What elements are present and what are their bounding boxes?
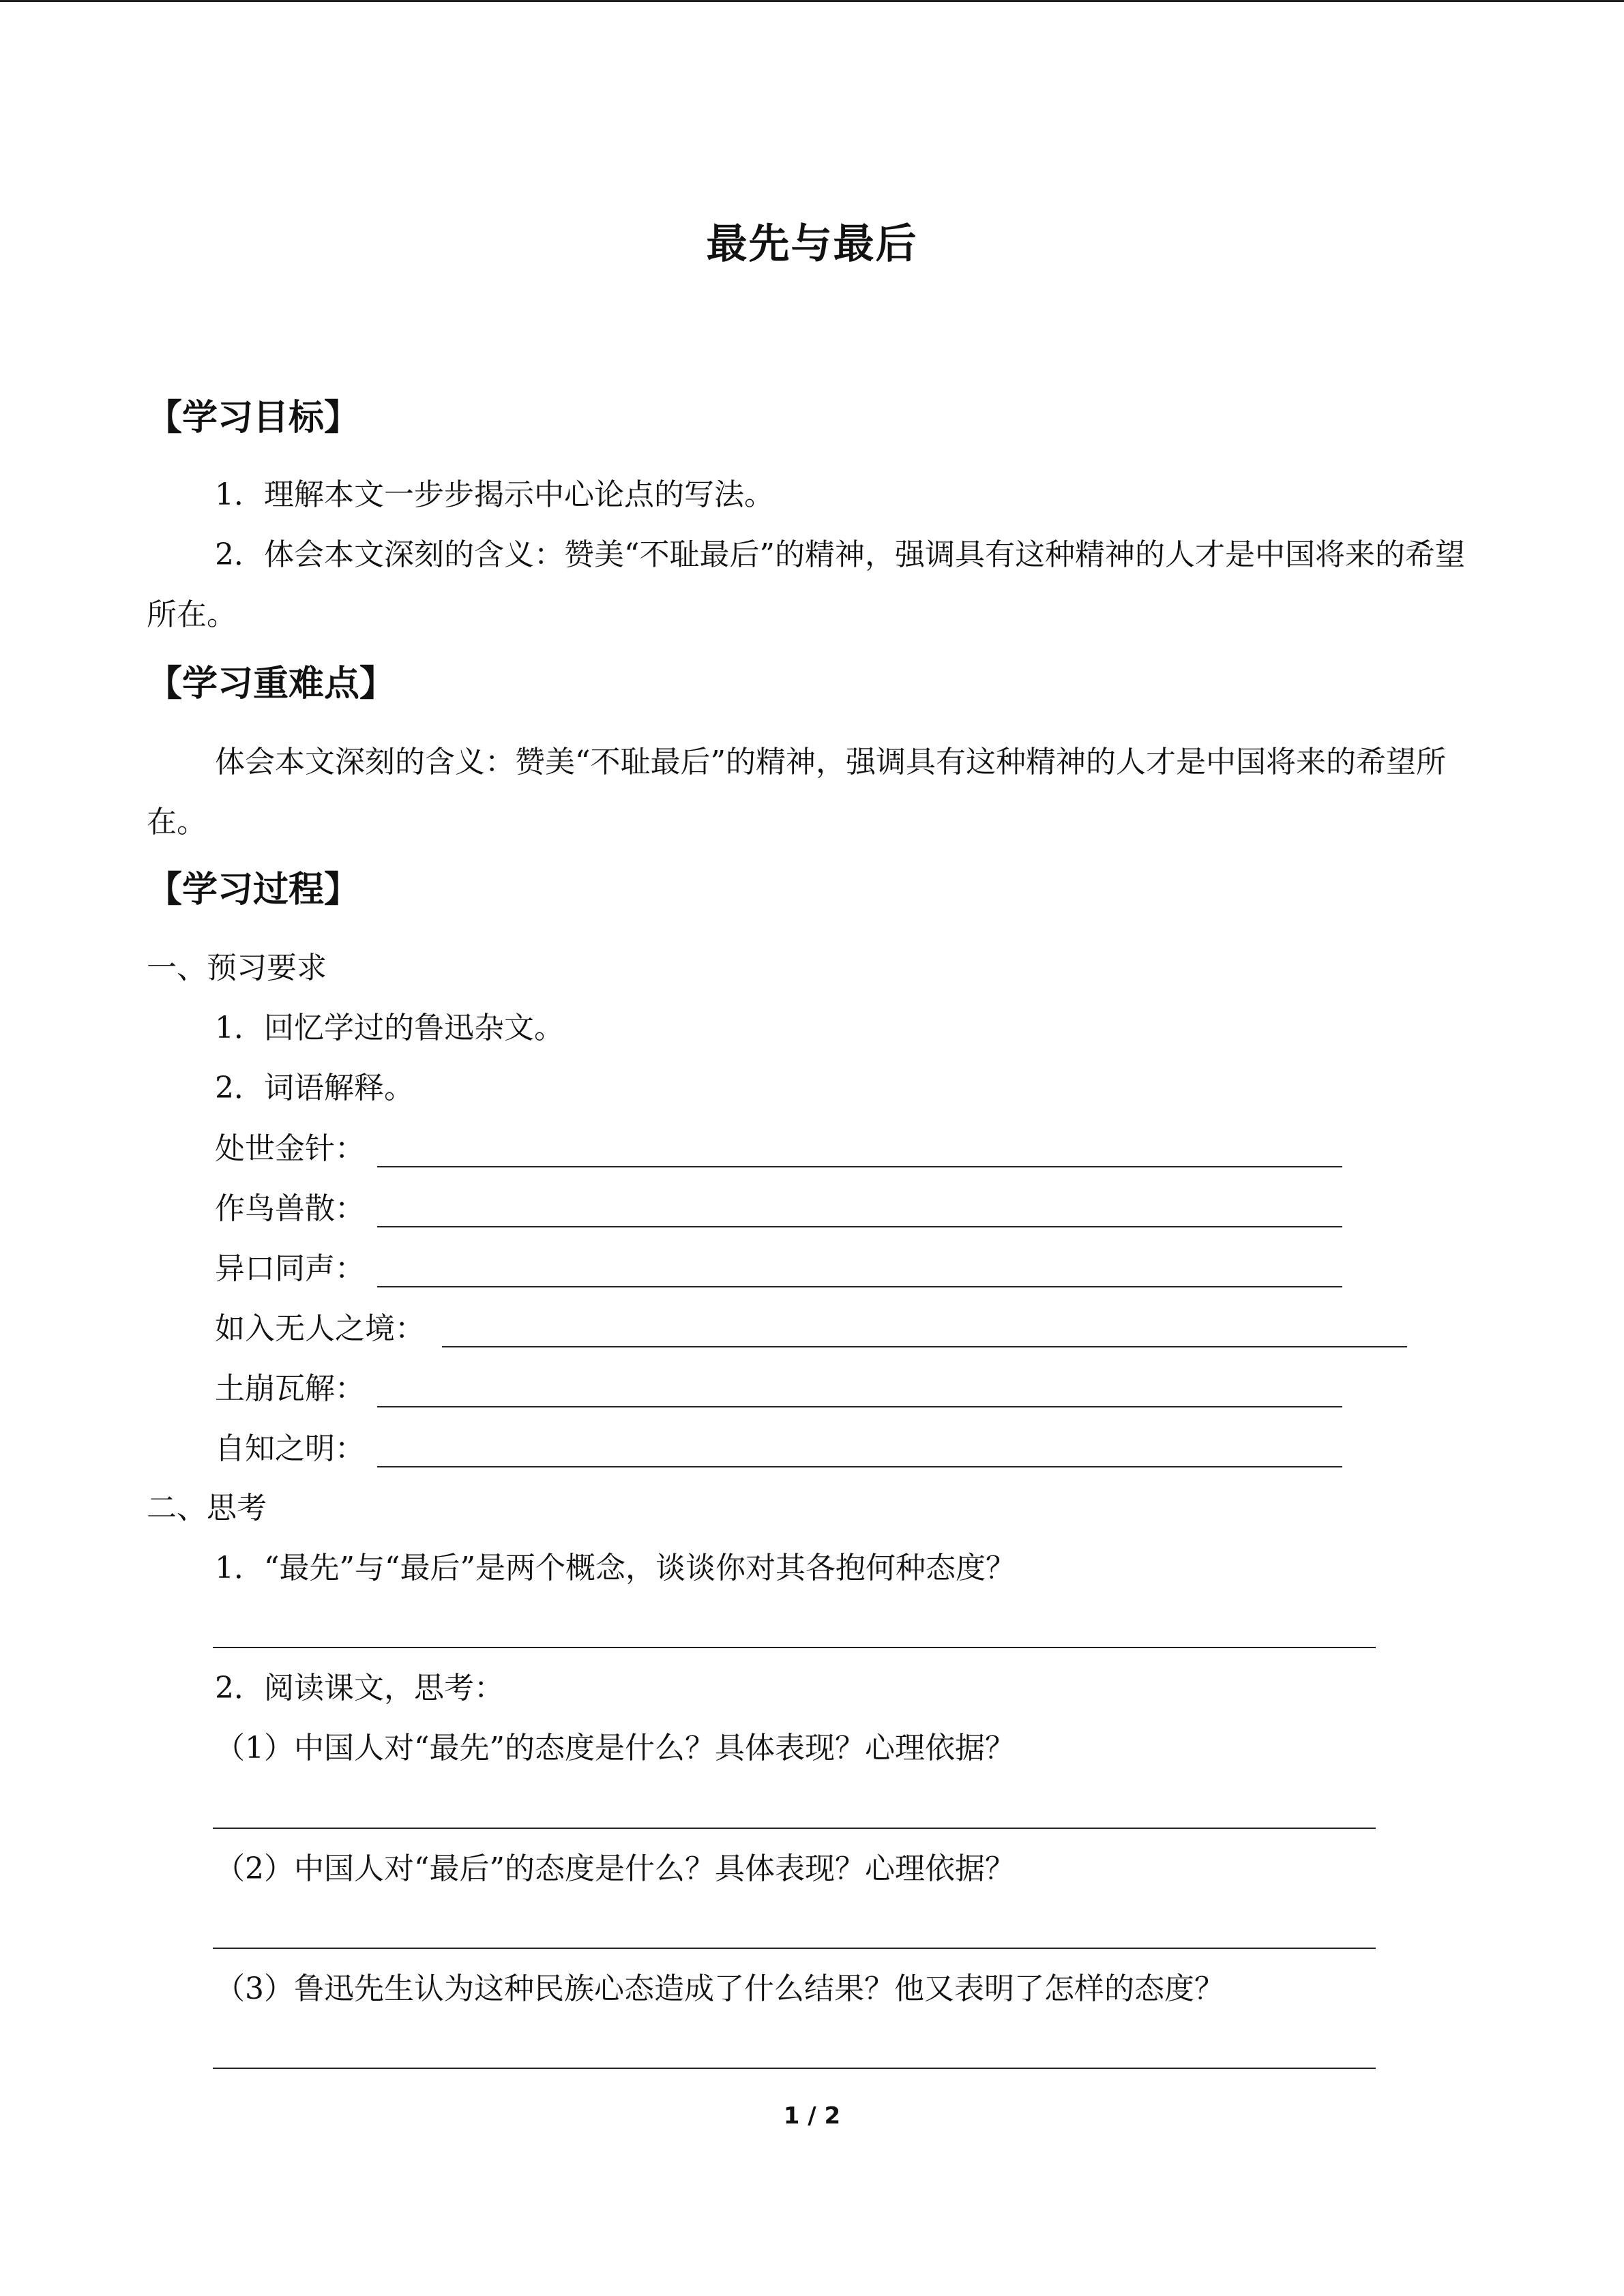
sub-question-1-answer-line[interactable]: [213, 1828, 1376, 1829]
section-heading-keypoints: 【学习重难点】: [147, 664, 396, 704]
sub-question-1: （1）中国人对“最先”的态度是什么？具体表现？心理依据？: [215, 1731, 1015, 1765]
term-answer-line-4[interactable]: [442, 1346, 1407, 1347]
keypoints-text: 体会本文深刻的含义：赞美“不耻最后”的精神，强调具有这种精神的人才是中国将来的希望所在。: [147, 745, 1446, 839]
sub-question-2: （2）中国人对“最后”的态度是什么？具体表现？心理依据？: [215, 1851, 1015, 1886]
term-answer-line-2[interactable]: [377, 1226, 1342, 1227]
part1-item-1: 1．回忆学过的鲁迅杂文。: [215, 1011, 564, 1045]
page-top-border: [0, 0, 1624, 2]
goal-item-1: 1．理解本文一步步揭示中心论点的写法。: [215, 477, 774, 512]
part1-item-2: 2．词语解释。: [215, 1071, 414, 1105]
section-heading-process: 【学习过程】: [147, 869, 360, 910]
question-2: 2．阅读课文，思考：: [215, 1671, 504, 1705]
question-1: 1．“最先”与“最后”是两个概念，谈谈你对其各抱何种态度？: [215, 1551, 1016, 1585]
part1-label: 一、预习要求: [147, 951, 327, 985]
term-label-6: 自知之明：: [215, 1431, 365, 1466]
page-title: 最先与最后: [706, 220, 918, 268]
section-heading-goals: 【学习目标】: [147, 398, 360, 438]
sub-question-3-answer-line[interactable]: [213, 2068, 1376, 2069]
sub-question-3: （3）鲁迅先生认为这种民族心态造成了什么结果？他又表明了怎样的态度？: [215, 1971, 1224, 2006]
part2-label: 二、思考: [147, 1491, 267, 1525]
term-answer-line-5[interactable]: [377, 1406, 1342, 1407]
term-answer-line-3[interactable]: [377, 1286, 1342, 1287]
sub-question-2-answer-line[interactable]: [213, 1948, 1376, 1949]
term-label-2: 作鸟兽散：: [215, 1191, 365, 1226]
goal-item-2: 2．体会本文深刻的含义：赞美“不耻最后”的精神，强调具有这种精神的人才是中国将来的希望所在。: [147, 537, 1465, 632]
term-answer-line-6[interactable]: [377, 1466, 1342, 1467]
term-label-3: 异口同声：: [215, 1251, 365, 1286]
term-label-1: 处世金针：: [215, 1131, 365, 1166]
term-label-5: 土崩瓦解：: [215, 1371, 365, 1406]
term-answer-line-1[interactable]: [377, 1166, 1342, 1167]
term-label-4: 如入无人之境：: [215, 1311, 425, 1346]
question-1-answer-line[interactable]: [213, 1647, 1376, 1648]
page-number: 1 / 2: [783, 2102, 841, 2130]
